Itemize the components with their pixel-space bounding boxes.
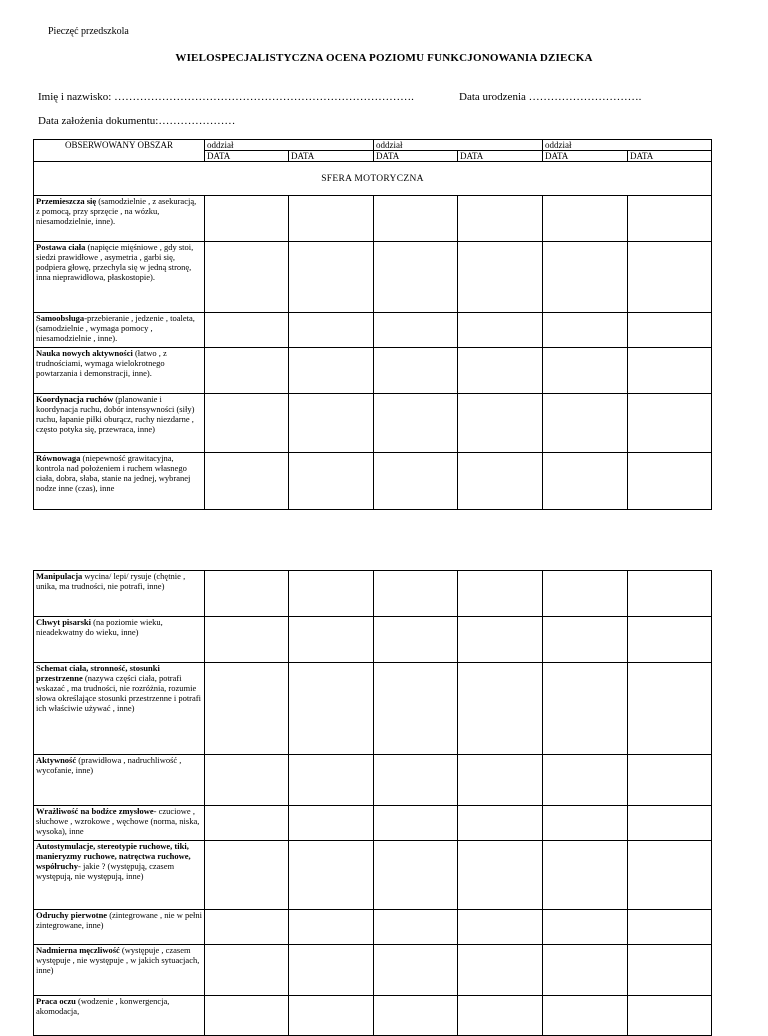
observation-entry-cell[interactable] — [374, 945, 458, 996]
area-title: Nauka nowych aktywności — [36, 348, 133, 358]
observation-entry-cell[interactable] — [205, 453, 289, 510]
observation-entry-cell[interactable] — [289, 996, 374, 1036]
table-row — [34, 242, 712, 313]
area-title: Nadmierna męczliwość — [36, 945, 120, 955]
kindergarten-stamp-label: Pieczęć przedszkola — [48, 26, 129, 37]
observation-entry-cell[interactable] — [374, 453, 458, 510]
observed-area-cell — [34, 571, 205, 617]
observation-entry-cell[interactable] — [374, 841, 458, 910]
table-row — [34, 996, 712, 1036]
observation-entry-cell[interactable] — [458, 242, 543, 313]
area-title: Przemieszcza się — [36, 196, 97, 206]
observation-entry-cell[interactable] — [205, 394, 289, 453]
area-description: (zintegrowane , nie w pełni zintegrowane, inne) — [36, 910, 202, 930]
observed-area-cell — [34, 996, 205, 1036]
area-description: (na poziomie wieku, nieadekwatny do wieku, inne) — [36, 617, 163, 637]
observation-entry-cell[interactable] — [458, 196, 543, 242]
observed-area-cell — [34, 806, 205, 841]
observation-entry-cell[interactable] — [628, 996, 712, 1036]
observation-entry-cell[interactable] — [628, 394, 712, 453]
observation-entry-cell[interactable] — [458, 945, 543, 996]
area-description: (prawidłowa , nadruchliwość , wycofanie, inne) — [36, 755, 182, 775]
observation-entry-cell[interactable] — [458, 663, 543, 755]
observation-entry-cell[interactable] — [205, 663, 289, 755]
observation-entry-cell[interactable] — [289, 755, 374, 806]
area-title: Odruchy pierwotne — [36, 910, 108, 920]
area-title: Postawa ciała — [36, 242, 86, 252]
table-row — [34, 945, 712, 996]
table-row — [34, 453, 712, 510]
observation-entry-cell[interactable] — [205, 841, 289, 910]
observation-entry-cell[interactable] — [289, 806, 374, 841]
observed-area-cell — [34, 945, 205, 996]
table-row — [34, 571, 712, 617]
area-description: (napięcie mięśniowe , gdy stoi, siedzi prawidłowe , asymetria , garbi się, podpiera głowę, przechyla się w jedną stronę, inna nieprawidłowa, płaskostopie). — [36, 242, 194, 282]
observation-entry-cell[interactable] — [628, 196, 712, 242]
observation-entry-cell[interactable] — [374, 348, 458, 394]
table-row — [34, 348, 712, 394]
area-title: Chwyt pisarski — [36, 617, 92, 627]
area-description: (samodzielnie , z asekuracją, z pomocą, przy sprzęcie , na wózku, niesamodzielnie, inne). — [36, 196, 197, 226]
observation-entry-cell[interactable] — [458, 394, 543, 453]
area-title: Koordynacja ruchów — [36, 394, 114, 404]
observation-entry-cell[interactable] — [205, 242, 289, 313]
observation-entry-cell[interactable] — [289, 348, 374, 394]
observation-entry-cell[interactable] — [628, 663, 712, 755]
date-header: DATA — [628, 151, 712, 162]
observed-area-cell — [34, 755, 205, 806]
observation-entry-cell[interactable] — [374, 663, 458, 755]
area-description: (łatwo , z trudnościami, wymaga wielokrotnego powtarzania i demonstracji, inne). — [36, 348, 167, 378]
area-description: wycina/ lepi/ rysuje (chętnie , unika, ma trudności, nie potrafi, inne) — [36, 571, 186, 591]
observation-entry-cell[interactable] — [543, 571, 628, 617]
birth-date-field[interactable]: Data urodzenia …………………………. — [459, 91, 642, 103]
observation-entry-cell[interactable] — [543, 806, 628, 841]
table-row — [34, 806, 712, 841]
observation-entry-cell[interactable] — [458, 571, 543, 617]
table-row — [34, 313, 712, 348]
observation-entry-cell[interactable] — [543, 663, 628, 755]
observation-entry-cell[interactable] — [374, 996, 458, 1036]
area-description: (niepewność grawitacyjna, kontrola nad położeniem i ruchem własnego ciała, dobra, słaba, stanie na jednej, wybranej nodze inne (czas), inne — [36, 453, 191, 493]
observation-entry-cell[interactable] — [543, 394, 628, 453]
observation-entry-cell[interactable] — [374, 394, 458, 453]
observation-entry-cell[interactable] — [374, 910, 458, 945]
date-header: DATA — [374, 151, 458, 162]
observation-entry-cell[interactable] — [628, 617, 712, 663]
observation-entry-cell[interactable] — [205, 806, 289, 841]
observation-entry-cell[interactable] — [374, 196, 458, 242]
observation-entry-cell[interactable] — [543, 313, 628, 348]
area-title: Samoobsługa — [36, 313, 85, 323]
observation-entry-cell[interactable] — [289, 945, 374, 996]
document-date-field[interactable]: Data założenia dokumentu:………………… — [38, 115, 236, 127]
area-description: (planowanie i koordynacja ruchu, dobór intensywności (siły) ruchu, łapanie piłki oburącz, ruchy niezdarne , często potyka się, przewraca, inne) — [36, 394, 195, 434]
area-title: Praca oczu — [36, 996, 76, 1006]
observation-entry-cell[interactable] — [628, 242, 712, 313]
observation-entry-cell[interactable] — [205, 196, 289, 242]
observation-entry-cell[interactable] — [374, 617, 458, 663]
observation-entry-cell[interactable] — [205, 945, 289, 996]
observation-entry-cell[interactable] — [205, 996, 289, 1036]
child-name-field[interactable]: Imię i nazwisko: ………………………………………………………………………. — [38, 91, 414, 103]
observed-area-cell — [34, 453, 205, 510]
area-description: -przebieranie , jedzenie , toaleta,(samodzielnie , wymaga pomocy , niesamodzielnie , inne). — [36, 313, 195, 343]
observation-entry-cell[interactable] — [543, 755, 628, 806]
observation-entry-cell[interactable] — [289, 313, 374, 348]
observation-entry-cell[interactable] — [543, 348, 628, 394]
observation-table-part1 — [33, 139, 712, 510]
date-header: DATA — [458, 151, 543, 162]
area-title: Autostymulacje, stereotypie ruchowe, tiki, manieryzmy ruchowe, natręctwa ruchowe, współruchy — [36, 841, 191, 871]
observation-entry-cell[interactable] — [543, 617, 628, 663]
area-description: (nazywa części ciała, potrafi wskazać , ma trudności, nie rozróżnia, rozumie słowa określające stosunki przestrzenne i potrafi ich właściwie używać , inne) — [36, 673, 201, 713]
observation-entry-cell[interactable] — [289, 617, 374, 663]
table-row — [34, 910, 712, 945]
observation-entry-cell[interactable] — [458, 617, 543, 663]
observation-entry-cell[interactable] — [374, 313, 458, 348]
observation-entry-cell[interactable] — [543, 242, 628, 313]
observation-entry-cell[interactable] — [289, 663, 374, 755]
observation-entry-cell[interactable] — [458, 806, 543, 841]
observation-entry-cell[interactable] — [458, 755, 543, 806]
observation-entry-cell[interactable] — [289, 910, 374, 945]
area-title: Równowaga — [36, 453, 81, 463]
observation-entry-cell[interactable] — [374, 242, 458, 313]
area-description: - jakie ? (występują, czasem występują, nie występują, inne) — [36, 861, 175, 881]
area-description: (wodzenie , konwergencja, akomodacja, — [36, 996, 170, 1016]
observation-entry-cell[interactable] — [543, 196, 628, 242]
observation-entry-cell[interactable] — [628, 910, 712, 945]
section-header: oddział — [205, 140, 374, 151]
observed-area-cell — [34, 348, 205, 394]
area-description: - czuciowe , słuchowe , wzrokowe , węchowe (norma, niska, wysoka), inne — [36, 806, 200, 836]
table-row — [34, 394, 712, 453]
date-header: DATA — [205, 151, 289, 162]
observation-entry-cell[interactable] — [543, 841, 628, 910]
observation-entry-cell[interactable] — [289, 394, 374, 453]
area-title: Schemat ciała, stronność, stosunki przestrzenne — [36, 663, 160, 683]
document-title: WIELOSPECJALISTYCZNA OCENA POZIOMU FUNKCJONOWANIA DZIECKA — [175, 52, 593, 64]
table-row — [34, 617, 712, 663]
observation-entry-cell[interactable] — [458, 841, 543, 910]
observation-entry-cell[interactable] — [628, 453, 712, 510]
observation-entry-cell[interactable] — [205, 313, 289, 348]
table-row — [34, 841, 712, 910]
observation-entry-cell[interactable] — [628, 945, 712, 996]
observed-area-cell — [34, 910, 205, 945]
observation-entry-cell[interactable] — [374, 806, 458, 841]
table-row — [34, 663, 712, 755]
observation-entry-cell[interactable] — [458, 910, 543, 945]
observation-table-part2 — [33, 570, 712, 1036]
observed-area-header: OBSERWOWANY OBSZAR — [34, 140, 205, 162]
observed-area-cell — [34, 617, 205, 663]
area-title: Manipulacja — [36, 571, 83, 581]
observation-entry-cell[interactable] — [374, 755, 458, 806]
section-header: oddział — [543, 140, 712, 151]
observation-entry-cell[interactable] — [458, 453, 543, 510]
observation-entry-cell[interactable] — [205, 910, 289, 945]
observation-entry-cell[interactable] — [628, 806, 712, 841]
observation-entry-cell[interactable] — [205, 617, 289, 663]
section-header: oddział — [374, 140, 543, 151]
observation-entry-cell[interactable] — [458, 996, 543, 1036]
observation-entry-cell[interactable] — [205, 755, 289, 806]
observation-entry-cell[interactable] — [289, 841, 374, 910]
observation-entry-cell[interactable] — [543, 945, 628, 996]
observation-entry-cell[interactable] — [205, 348, 289, 394]
observation-entry-cell[interactable] — [628, 755, 712, 806]
observation-entry-cell[interactable] — [458, 348, 543, 394]
observed-area-cell — [34, 242, 205, 313]
observation-entry-cell[interactable] — [374, 571, 458, 617]
observation-entry-cell[interactable] — [289, 196, 374, 242]
observed-area-cell — [34, 394, 205, 453]
observation-entry-cell[interactable] — [289, 571, 374, 617]
observed-area-cell — [34, 196, 205, 242]
area-description: (występuje , czasem występuje , nie występuje , w jakich sytuacjach, inne) — [36, 945, 200, 975]
date-header: DATA — [289, 151, 374, 162]
sphere-motor-heading: SFERA MOTORYCZNA — [34, 162, 712, 196]
observation-entry-cell[interactable] — [628, 841, 712, 910]
observation-entry-cell[interactable] — [543, 910, 628, 945]
table-row — [34, 196, 712, 242]
date-header: DATA — [543, 151, 628, 162]
observation-entry-cell[interactable] — [289, 242, 374, 313]
observed-area-cell — [34, 841, 205, 910]
observation-entry-cell[interactable] — [543, 996, 628, 1036]
observation-entry-cell[interactable] — [628, 313, 712, 348]
observation-entry-cell[interactable] — [205, 571, 289, 617]
observation-entry-cell[interactable] — [628, 348, 712, 394]
observation-entry-cell[interactable] — [289, 453, 374, 510]
observation-entry-cell[interactable] — [458, 313, 543, 348]
area-title: Aktywność — [36, 755, 77, 765]
observation-entry-cell[interactable] — [543, 453, 628, 510]
observed-area-cell — [34, 663, 205, 755]
area-title: Wrażliwość na bodźce zmysłowe — [36, 806, 154, 816]
observation-entry-cell[interactable] — [628, 571, 712, 617]
table-row — [34, 755, 712, 806]
observed-area-cell — [34, 313, 205, 348]
